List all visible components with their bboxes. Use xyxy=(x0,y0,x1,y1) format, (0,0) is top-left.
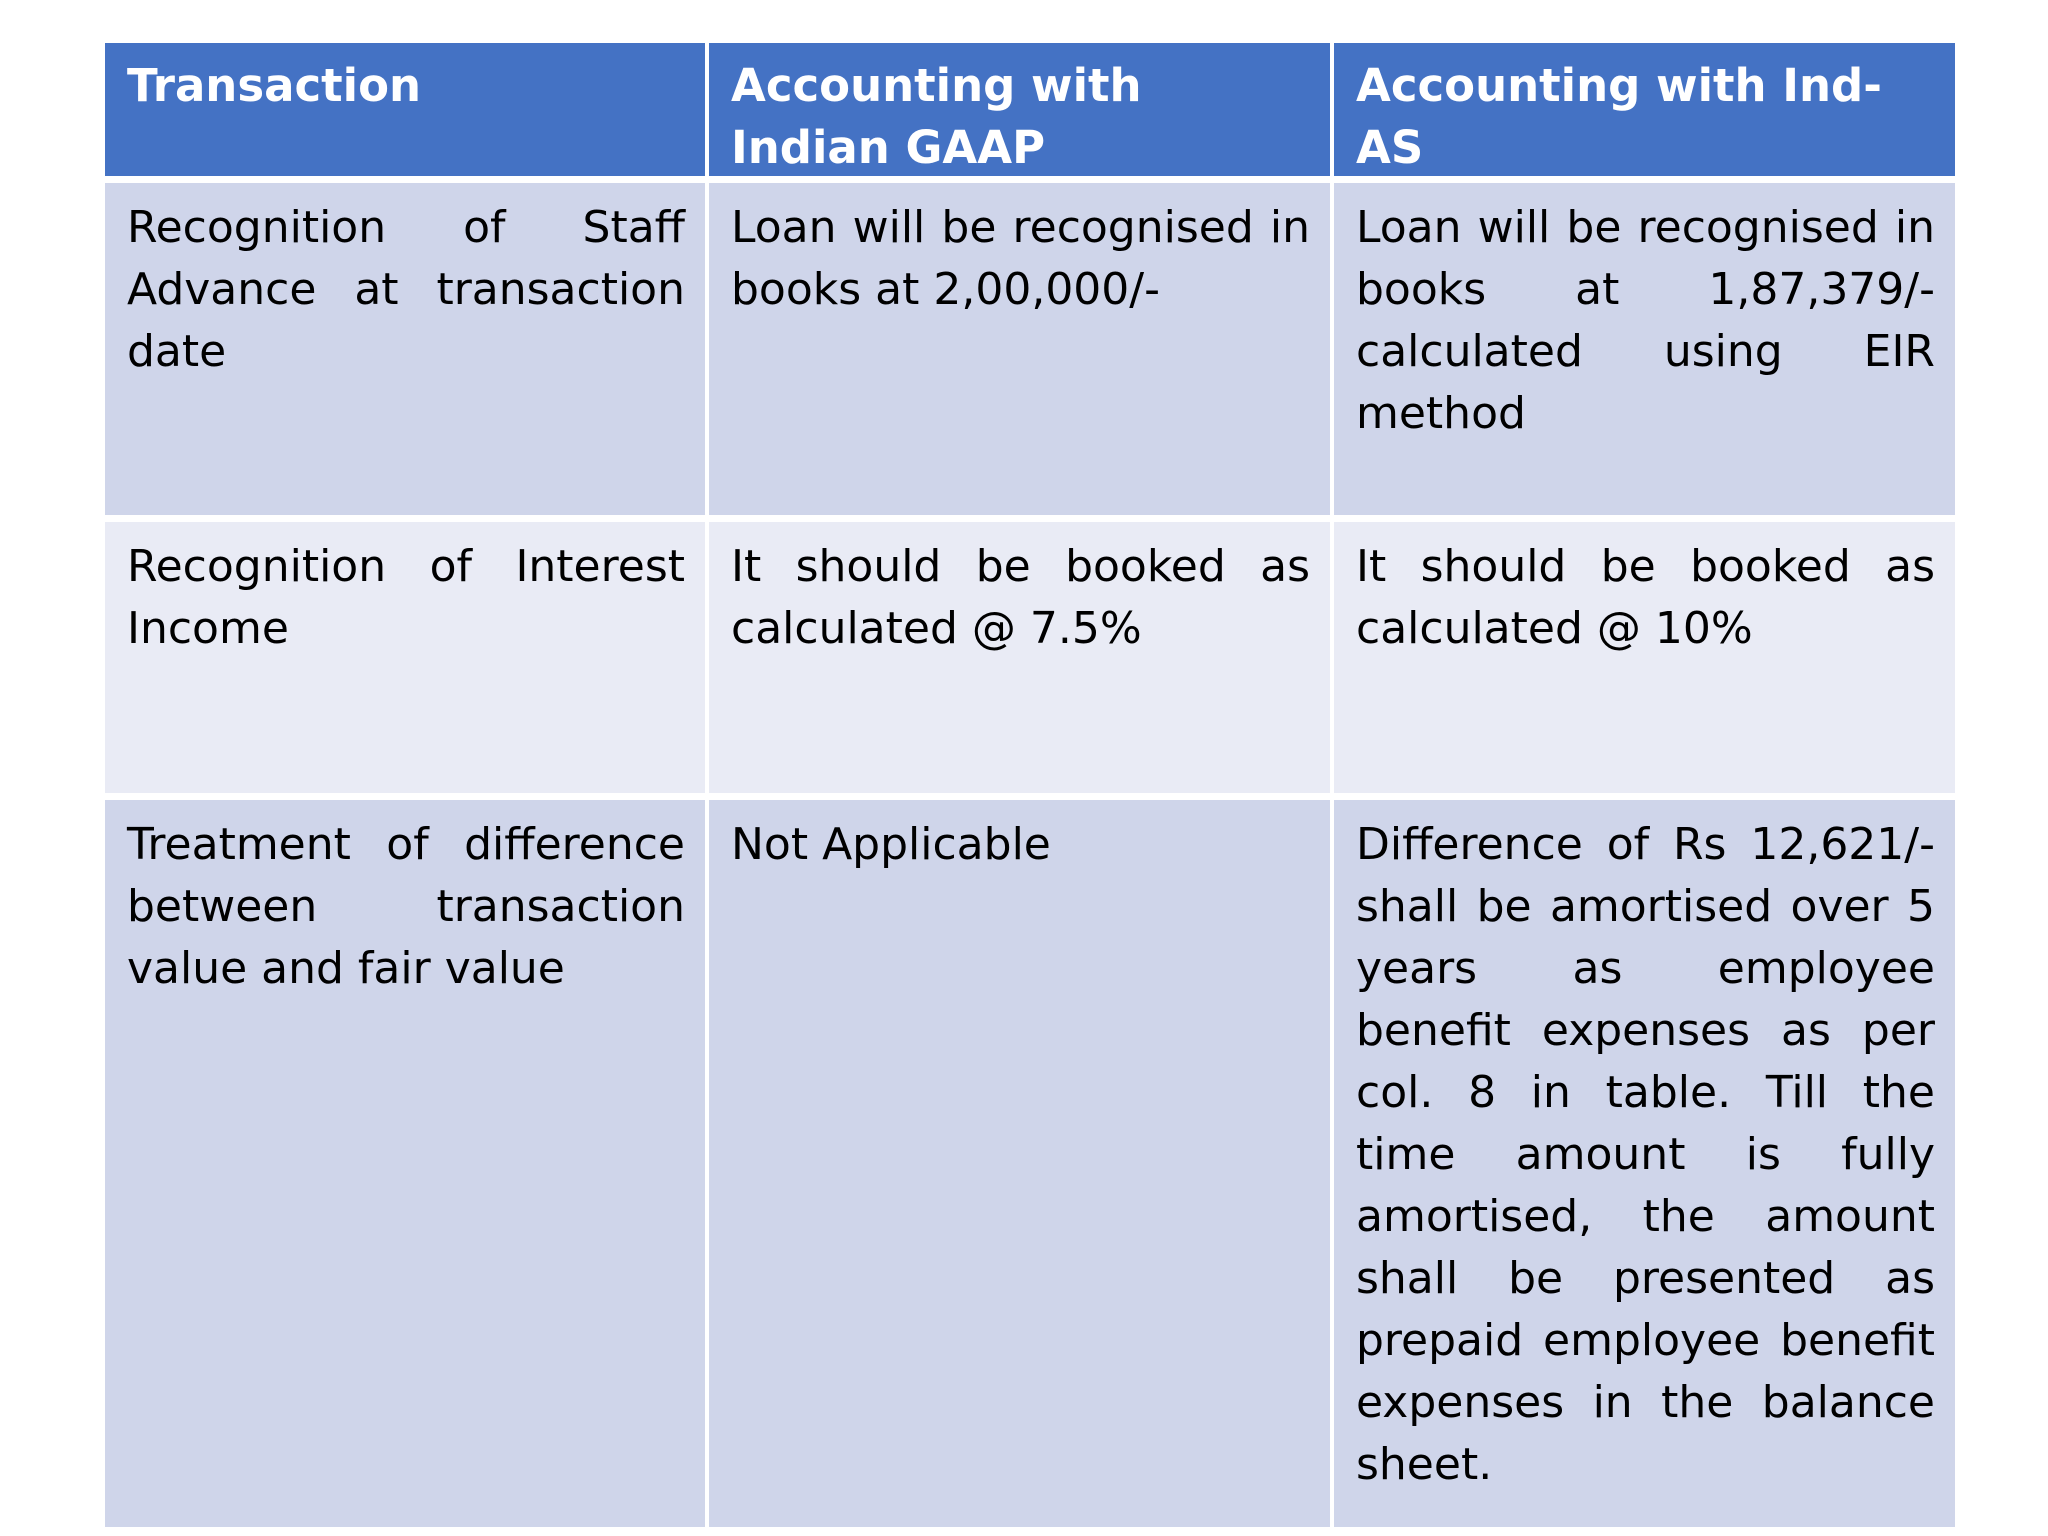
row3-ind-as: Difference of Rs 12,621/- shall be amortised over 5 years as employee benefit expenses as per col. 8 in table. Till the time amount is fully amortised, the amount shall be presented as prepaid employee benefit expenses in the balance sheet. xyxy=(1334,800,1955,1527)
header-ind-as: Accounting with Ind-AS xyxy=(1334,43,1955,183)
row3-transaction: Treatment of difference between transaction value and fair value xyxy=(105,800,709,1527)
row2-transaction: Recognition of Interest Income xyxy=(105,522,709,800)
row2-ind-as: It should be booked as calculated @ 10% xyxy=(1334,522,1955,800)
comparison-table xyxy=(105,43,1955,1527)
header-transaction: Transaction xyxy=(105,43,709,183)
row2-indian-gaap: It should be booked as calculated @ 7.5% xyxy=(709,522,1334,800)
row1-indian-gaap: Loan will be recognised in books at 2,00,000/- xyxy=(709,183,1334,522)
row1-ind-as: Loan will be recognised in books at 1,87,379/- calculated using EIR method xyxy=(1334,183,1955,522)
row3-indian-gaap: Not Applicable xyxy=(709,800,1334,1527)
header-indian-gaap: Accounting with Indian GAAP xyxy=(709,43,1334,183)
row1-transaction: Recognition of Staff Advance at transaction date xyxy=(105,183,709,522)
